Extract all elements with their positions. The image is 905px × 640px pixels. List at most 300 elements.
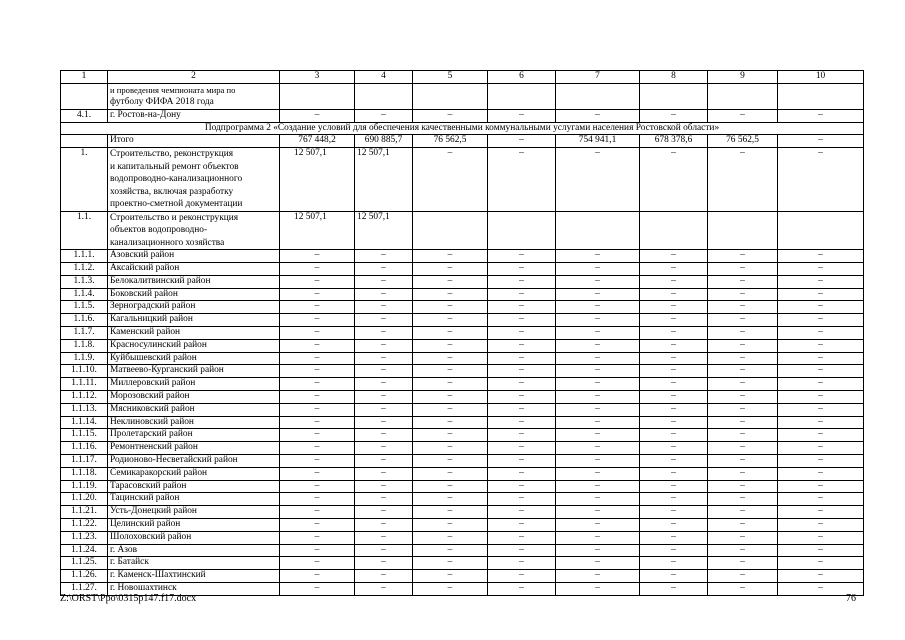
value-cell: – <box>778 454 864 467</box>
row-number: 1.1.12. <box>61 390 108 403</box>
row-name: г. Ростов-на-Дону <box>108 109 280 122</box>
value-cell: – <box>778 135 864 148</box>
value-cell: – <box>556 275 640 288</box>
row-number: 1.1. <box>61 211 108 250</box>
value-cell: – <box>708 416 778 429</box>
value-cell: – <box>413 262 488 275</box>
value-cell: – <box>488 429 556 442</box>
value-cell: – <box>556 544 640 557</box>
value-cell: – <box>488 109 556 122</box>
value-cell: – <box>778 416 864 429</box>
value-cell: – <box>778 352 864 365</box>
value-cell: – <box>488 365 556 378</box>
row-number: 1.1.7. <box>61 326 108 339</box>
value-cell: – <box>488 506 556 519</box>
table-row <box>61 352 864 365</box>
row-number: 1.1.3. <box>61 275 108 288</box>
page-number: 76 <box>846 593 856 604</box>
value-cell: – <box>488 314 556 327</box>
row-number: 1.1.8. <box>61 339 108 352</box>
value-cell: 678 378,6 <box>640 135 708 148</box>
row-number: 1.1.17. <box>61 454 108 467</box>
row-1-1 <box>61 211 864 250</box>
value-cell: – <box>556 390 640 403</box>
value-cell: – <box>556 442 640 455</box>
value-cell: – <box>778 544 864 557</box>
value-cell: – <box>413 557 488 570</box>
value-cell: – <box>556 531 640 544</box>
column-number-row <box>61 71 864 84</box>
value-cell: – <box>778 429 864 442</box>
value-cell: – <box>413 403 488 416</box>
value-cell: – <box>413 314 488 327</box>
value-cell: – <box>640 275 708 288</box>
row-number: 1.1.25. <box>61 557 108 570</box>
value-cell: – <box>488 390 556 403</box>
value-cell: – <box>640 250 708 263</box>
value-cell: – <box>778 378 864 391</box>
value-cell: 12 507,1 <box>280 211 355 250</box>
value-cell: – <box>708 506 778 519</box>
value-cell <box>778 211 864 250</box>
value-cell: – <box>778 301 864 314</box>
value-cell: – <box>413 570 488 583</box>
value-cell: – <box>778 480 864 493</box>
value-cell: – <box>708 570 778 583</box>
value-cell: – <box>413 506 488 519</box>
table-row <box>61 301 864 314</box>
col-number: 9 <box>708 71 778 84</box>
col-number: 4 <box>355 71 413 84</box>
value-cell <box>355 83 413 109</box>
value-cell: – <box>280 416 355 429</box>
budget-table <box>60 70 864 596</box>
value-cell: – <box>778 390 864 403</box>
value-cell: – <box>556 429 640 442</box>
value-cell: – <box>556 467 640 480</box>
footer-file-path: Z:\ORST\Ppo\0315p147.f17.docx <box>60 593 197 604</box>
value-cell: – <box>708 301 778 314</box>
table-row <box>61 531 864 544</box>
table-row <box>61 429 864 442</box>
value-cell: – <box>708 403 778 416</box>
value-cell: – <box>778 518 864 531</box>
value-cell: – <box>280 442 355 455</box>
value-cell: – <box>413 148 488 212</box>
value-cell: – <box>280 454 355 467</box>
value-cell: – <box>778 582 864 595</box>
row-number: 1.1.15. <box>61 429 108 442</box>
value-cell: – <box>488 442 556 455</box>
value-cell: – <box>488 480 556 493</box>
value-cell: – <box>355 582 413 595</box>
value-cell: – <box>640 582 708 595</box>
value-cell: – <box>355 301 413 314</box>
name-line: хозяйства, включая разработку <box>110 186 234 197</box>
row-number: 1.1.21. <box>61 506 108 519</box>
value-cell: – <box>488 339 556 352</box>
table-row <box>61 262 864 275</box>
value-cell: – <box>413 531 488 544</box>
row-name: Ремонтненский район <box>108 442 280 455</box>
value-cell: – <box>640 288 708 301</box>
value-cell: – <box>640 416 708 429</box>
row-name: Белокалитвинский район <box>108 275 280 288</box>
value-cell: – <box>413 416 488 429</box>
value-cell: 12 507,1 <box>280 148 355 212</box>
value-cell: – <box>280 352 355 365</box>
value-cell: – <box>355 506 413 519</box>
value-cell: – <box>355 416 413 429</box>
row-name: Боковский район <box>108 288 280 301</box>
table-row <box>61 467 864 480</box>
value-cell: – <box>488 416 556 429</box>
row-name <box>108 83 280 109</box>
value-cell: – <box>556 326 640 339</box>
row-name: Семикаракорский район <box>108 467 280 480</box>
row-name: г. Каменск-Шахтинский <box>108 570 280 583</box>
value-cell: – <box>488 544 556 557</box>
value-cell: – <box>413 352 488 365</box>
value-cell: – <box>280 288 355 301</box>
row-number: 1.1.24. <box>61 544 108 557</box>
value-cell <box>708 211 778 250</box>
value-cell: – <box>355 467 413 480</box>
row-number: 1.1.2. <box>61 262 108 275</box>
row-name <box>108 148 280 212</box>
value-cell: – <box>280 506 355 519</box>
value-cell: – <box>708 480 778 493</box>
value-cell: – <box>355 339 413 352</box>
value-cell: – <box>280 557 355 570</box>
continuation-row <box>61 83 864 109</box>
value-cell: – <box>280 570 355 583</box>
row-1 <box>61 148 864 212</box>
value-cell: – <box>355 288 413 301</box>
value-cell: – <box>355 429 413 442</box>
value-cell: – <box>708 390 778 403</box>
value-cell: – <box>708 339 778 352</box>
value-cell <box>640 211 708 250</box>
value-cell: – <box>708 531 778 544</box>
value-cell: – <box>413 326 488 339</box>
value-cell: – <box>556 250 640 263</box>
value-cell: – <box>280 544 355 557</box>
value-cell: – <box>280 262 355 275</box>
row-name: Каменский район <box>108 326 280 339</box>
value-cell: – <box>640 326 708 339</box>
value-cell: – <box>355 365 413 378</box>
col-number: 5 <box>413 71 488 84</box>
value-cell: – <box>778 365 864 378</box>
value-cell: – <box>556 352 640 365</box>
value-cell: – <box>640 314 708 327</box>
col-number: 1 <box>61 71 108 84</box>
table-row <box>61 442 864 455</box>
table-row <box>61 416 864 429</box>
value-cell: – <box>488 135 556 148</box>
value-cell: – <box>355 314 413 327</box>
value-cell: – <box>556 518 640 531</box>
value-cell: – <box>556 314 640 327</box>
value-cell: – <box>413 250 488 263</box>
value-cell: – <box>488 352 556 365</box>
row-number: 1.1.26. <box>61 570 108 583</box>
table-row <box>61 506 864 519</box>
value-cell: – <box>778 109 864 122</box>
value-cell: – <box>355 403 413 416</box>
row-number: 1.1.22. <box>61 518 108 531</box>
table-row <box>61 326 864 339</box>
row-name <box>108 211 280 250</box>
row-name: г. Батайск <box>108 557 280 570</box>
value-cell: – <box>280 582 355 595</box>
col-number: 6 <box>488 71 556 84</box>
table-row <box>61 314 864 327</box>
row-4-1 <box>61 109 864 122</box>
row-name: г. Новошахтинск <box>108 582 280 595</box>
value-cell: – <box>640 301 708 314</box>
row-name: Шолоховский район <box>108 531 280 544</box>
value-cell: – <box>488 378 556 391</box>
value-cell: – <box>708 493 778 506</box>
value-cell: – <box>640 442 708 455</box>
table-row <box>61 390 864 403</box>
value-cell: – <box>708 250 778 263</box>
name-line: проектно-сметной документации <box>110 199 243 210</box>
value-cell: – <box>355 442 413 455</box>
value-cell: – <box>640 518 708 531</box>
value-cell: – <box>355 109 413 122</box>
table-body <box>61 71 864 596</box>
value-cell: – <box>640 544 708 557</box>
table-row <box>61 480 864 493</box>
value-cell: – <box>355 275 413 288</box>
value-cell: – <box>708 314 778 327</box>
value-cell: – <box>556 454 640 467</box>
value-cell: – <box>413 493 488 506</box>
value-cell: – <box>556 378 640 391</box>
value-cell: – <box>778 506 864 519</box>
row-name: Красносулинский район <box>108 339 280 352</box>
value-cell: – <box>413 467 488 480</box>
value-cell: – <box>355 378 413 391</box>
table-row <box>61 493 864 506</box>
value-cell: – <box>778 493 864 506</box>
row-name: Куйбышевский район <box>108 352 280 365</box>
value-cell: – <box>778 288 864 301</box>
value-cell: 76 562,5 <box>708 135 778 148</box>
row-name: Аксайский район <box>108 262 280 275</box>
value-cell: – <box>488 301 556 314</box>
value-cell: – <box>708 109 778 122</box>
value-cell: – <box>413 378 488 391</box>
table-row <box>61 378 864 391</box>
value-cell: – <box>280 480 355 493</box>
value-cell: – <box>355 480 413 493</box>
value-cell <box>280 83 355 109</box>
value-cell: – <box>640 352 708 365</box>
value-cell: – <box>355 390 413 403</box>
row-number: 1.1.18. <box>61 467 108 480</box>
value-cell: – <box>778 250 864 263</box>
value-cell: – <box>413 442 488 455</box>
table-row <box>61 250 864 263</box>
name-line: Строительство, реконструкция <box>110 149 234 160</box>
row-name: Морозовский район <box>108 390 280 403</box>
value-cell: – <box>778 326 864 339</box>
row-name: Зерноградский район <box>108 301 280 314</box>
value-cell: – <box>413 275 488 288</box>
value-cell: – <box>778 403 864 416</box>
row-number: 1.1.23. <box>61 531 108 544</box>
value-cell: – <box>556 288 640 301</box>
value-cell: – <box>355 454 413 467</box>
table-row <box>61 557 864 570</box>
value-cell: – <box>556 301 640 314</box>
value-cell: – <box>640 506 708 519</box>
value-cell: – <box>488 570 556 583</box>
value-cell: – <box>488 262 556 275</box>
value-cell: – <box>708 378 778 391</box>
value-cell: – <box>708 518 778 531</box>
value-cell: – <box>413 339 488 352</box>
row-name: Матвеево-Курганский район <box>108 365 280 378</box>
row-name: Пролетарский район <box>108 429 280 442</box>
value-cell: – <box>488 275 556 288</box>
value-cell: – <box>778 262 864 275</box>
value-cell: – <box>640 467 708 480</box>
value-cell: – <box>280 493 355 506</box>
value-cell: – <box>413 454 488 467</box>
table-row <box>61 454 864 467</box>
value-cell: – <box>280 301 355 314</box>
col-number: 7 <box>556 71 640 84</box>
row-name: Родионово-Несветайский район <box>108 454 280 467</box>
row-name: Кагальницкий район <box>108 314 280 327</box>
row-number: 1.1.19. <box>61 480 108 493</box>
value-cell: – <box>355 518 413 531</box>
row-number: 1. <box>61 148 108 212</box>
value-cell: – <box>488 148 556 212</box>
value-cell: – <box>708 352 778 365</box>
value-cell: – <box>708 429 778 442</box>
value-cell: – <box>556 148 640 212</box>
row-number <box>61 135 108 148</box>
value-cell: – <box>355 557 413 570</box>
row-name: Усть-Донецкий район <box>108 506 280 519</box>
value-cell: – <box>280 518 355 531</box>
value-cell: – <box>488 467 556 480</box>
row-number: 1.1.16. <box>61 442 108 455</box>
value-cell <box>640 83 708 109</box>
value-cell <box>708 83 778 109</box>
value-cell: – <box>708 557 778 570</box>
row-name: Тацинский район <box>108 493 280 506</box>
row-number: 1.1.20. <box>61 493 108 506</box>
value-cell: – <box>556 403 640 416</box>
value-cell: – <box>488 250 556 263</box>
row-number <box>61 83 108 109</box>
value-cell: – <box>355 570 413 583</box>
row-name: Тарасовский район <box>108 480 280 493</box>
value-cell: – <box>355 352 413 365</box>
row-number: 1.1.14. <box>61 416 108 429</box>
value-cell: – <box>640 429 708 442</box>
table-row <box>61 288 864 301</box>
value-cell: – <box>778 467 864 480</box>
row-number: 1.1.27. <box>61 582 108 595</box>
value-cell: – <box>488 326 556 339</box>
value-cell: – <box>556 262 640 275</box>
name-line: канализационного хозяйства <box>110 237 225 248</box>
value-cell: – <box>280 429 355 442</box>
value-cell: – <box>355 531 413 544</box>
value-cell <box>778 83 864 109</box>
value-cell: – <box>556 557 640 570</box>
value-cell: – <box>488 403 556 416</box>
row-name: Неклиновский район <box>108 416 280 429</box>
table-row <box>61 544 864 557</box>
value-cell: – <box>708 275 778 288</box>
value-cell: – <box>708 454 778 467</box>
value-cell: – <box>355 493 413 506</box>
table-row <box>61 275 864 288</box>
name-line: Строительство и реконструкция <box>110 212 239 223</box>
name-line: объектов водопроводно- <box>110 225 208 236</box>
value-cell: 12 507,1 <box>355 211 413 250</box>
value-cell: – <box>280 378 355 391</box>
row-number: 1.1.10. <box>61 365 108 378</box>
value-cell: – <box>708 148 778 212</box>
value-cell: – <box>640 570 708 583</box>
name-line: водопроводно-канализационного <box>110 174 243 185</box>
value-cell: – <box>640 378 708 391</box>
value-cell: – <box>413 288 488 301</box>
row-number: 1.1.5. <box>61 301 108 314</box>
value-cell: – <box>708 288 778 301</box>
value-cell: – <box>640 531 708 544</box>
value-cell: – <box>280 275 355 288</box>
row-name: Целинский район <box>108 518 280 531</box>
value-cell: – <box>413 544 488 557</box>
value-cell: – <box>640 403 708 416</box>
row-name: Итого <box>108 135 280 148</box>
value-cell: – <box>556 365 640 378</box>
value-cell: – <box>413 109 488 122</box>
value-cell: – <box>488 531 556 544</box>
value-cell: – <box>280 339 355 352</box>
value-cell: – <box>556 339 640 352</box>
value-cell: – <box>355 326 413 339</box>
value-cell: 12 507,1 <box>355 148 413 212</box>
col-number: 10 <box>778 71 864 84</box>
row-number: 1.1.4. <box>61 288 108 301</box>
value-cell: – <box>280 326 355 339</box>
total-row <box>61 135 864 148</box>
table-row <box>61 403 864 416</box>
value-cell: – <box>640 557 708 570</box>
value-cell: – <box>280 403 355 416</box>
value-cell: – <box>280 314 355 327</box>
value-cell: – <box>280 531 355 544</box>
value-cell: – <box>640 493 708 506</box>
value-cell: – <box>488 288 556 301</box>
value-cell: – <box>778 314 864 327</box>
value-cell: – <box>556 480 640 493</box>
value-cell: – <box>488 493 556 506</box>
value-cell: – <box>778 148 864 212</box>
